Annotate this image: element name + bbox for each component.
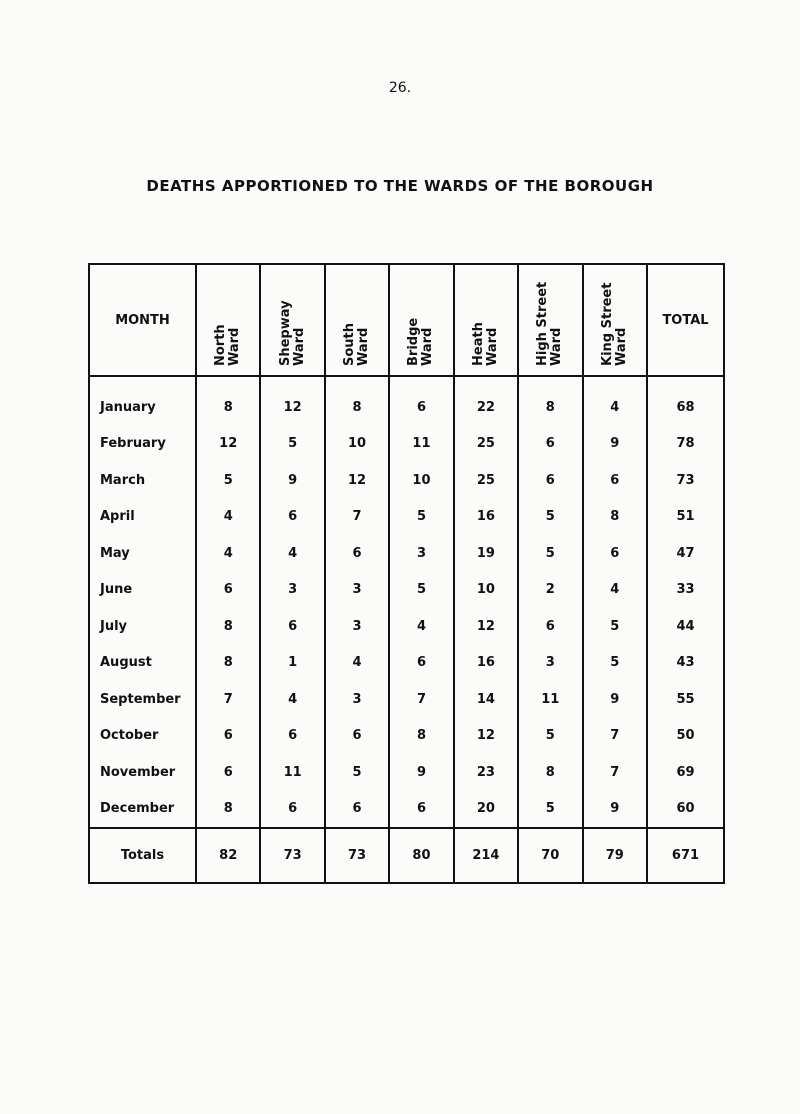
table-cell: 10 [454,572,518,609]
row-total-cell: 73 [647,462,724,499]
table-cell: 4 [260,681,324,718]
table-cell: 6 [389,645,453,682]
table-cell: 8 [196,376,260,426]
table-cell: 9 [583,681,647,718]
table-cell: 4 [583,376,647,426]
table-cell: 10 [325,426,389,463]
ward-header-label: King Street Ward [599,282,629,366]
table-row [89,376,724,426]
table-cell: 4 [196,499,260,536]
table-cell: 3 [389,535,453,572]
ward-header-label: Bridge Ward [406,317,436,366]
table-cell: 9 [583,426,647,463]
month-cell: February [89,426,196,463]
month-cell: October [89,718,196,755]
table-cell: 6 [260,791,324,829]
row-total-cell: 43 [647,645,724,682]
table-cell: 4 [196,535,260,572]
row-total-cell: 44 [647,608,724,645]
table-cell: 6 [518,608,582,645]
table-cell: 4 [583,572,647,609]
totals-cell: 214 [454,828,518,883]
table-cell: 5 [583,608,647,645]
ward-header-label: High Street Ward [535,281,565,366]
totals-label: Totals [89,828,196,883]
table-row [89,462,724,499]
table-cell: 12 [454,718,518,755]
table-cell: 3 [325,572,389,609]
month-cell: August [89,645,196,682]
table-cell: 5 [583,645,647,682]
table-cell: 8 [196,608,260,645]
table-cell: 6 [260,499,324,536]
table-cell: 19 [454,535,518,572]
table-cell: 25 [454,462,518,499]
table-cell: 6 [518,462,582,499]
row-total-cell: 69 [647,754,724,791]
table-cell: 8 [583,499,647,536]
ward-header-label: South Ward [342,322,372,366]
ward-header-label: North Ward [213,323,243,366]
totals-cell: 70 [518,828,582,883]
table-row [89,608,724,645]
table-cell: 3 [518,645,582,682]
table-row [89,499,724,536]
table-cell: 5 [518,718,582,755]
table-cell: 7 [389,681,453,718]
table-cell: 8 [196,791,260,829]
table-cell: 11 [260,754,324,791]
table-row [89,718,724,755]
table-cell: 2 [518,572,582,609]
table-cell: 3 [325,681,389,718]
table-cell: 3 [325,608,389,645]
totals-cell: 80 [389,828,453,883]
table-cell: 6 [260,608,324,645]
table-cell: 4 [260,535,324,572]
table-row [89,535,724,572]
ward-header-king-street [583,264,647,376]
month-header: MONTH [89,264,196,376]
month-cell: September [89,681,196,718]
table-cell: 7 [583,718,647,755]
table-cell: 8 [325,376,389,426]
ward-header-bridge [389,264,453,376]
table-cell: 5 [196,462,260,499]
table-cell: 5 [325,754,389,791]
table-cell: 8 [518,754,582,791]
row-total-cell: 78 [647,426,724,463]
month-cell: January [89,376,196,426]
table-cell: 20 [454,791,518,829]
total-header: TOTAL [647,264,724,376]
month-cell: May [89,535,196,572]
month-cell: June [89,572,196,609]
grand-total-cell: 671 [647,828,724,883]
totals-cell: 73 [260,828,324,883]
month-cell: December [89,791,196,829]
table-cell: 7 [583,754,647,791]
table-cell: 5 [389,572,453,609]
table-cell: 1 [260,645,324,682]
totals-row [89,828,724,883]
table-cell: 4 [325,645,389,682]
table-cell: 14 [454,681,518,718]
totals-cell: 79 [583,828,647,883]
table-cell: 6 [196,718,260,755]
month-cell: July [89,608,196,645]
table-cell: 11 [518,681,582,718]
row-total-cell: 33 [647,572,724,609]
ward-header-south [325,264,389,376]
row-total-cell: 55 [647,681,724,718]
table-cell: 6 [325,535,389,572]
ward-header-shepway [260,264,324,376]
table-header-row [89,264,724,376]
table-row [89,645,724,682]
table-cell: 6 [389,791,453,829]
table-cell: 11 [389,426,453,463]
table-cell: 7 [196,681,260,718]
table-cell: 3 [260,572,324,609]
table-cell: 5 [518,499,582,536]
table-cell: 6 [260,718,324,755]
ward-header-heath [454,264,518,376]
table-cell: 23 [454,754,518,791]
row-total-cell: 47 [647,535,724,572]
table-row [89,572,724,609]
table-cell: 4 [389,608,453,645]
table-cell: 7 [325,499,389,536]
table-row [89,754,724,791]
table-cell: 9 [389,754,453,791]
table-cell: 6 [583,535,647,572]
table-cell: 10 [389,462,453,499]
table-cell: 25 [454,426,518,463]
table-row [89,681,724,718]
table-cell: 6 [389,376,453,426]
table-cell: 6 [325,791,389,829]
table-row [89,791,724,829]
row-total-cell: 68 [647,376,724,426]
deaths-by-ward-table [88,263,725,884]
table-cell: 12 [196,426,260,463]
table-cell: 5 [518,535,582,572]
table-row [89,426,724,463]
table-cell: 16 [454,645,518,682]
totals-cell: 82 [196,828,260,883]
table-cell: 6 [196,754,260,791]
row-total-cell: 51 [647,499,724,536]
table-cell: 12 [454,608,518,645]
table-cell: 9 [260,462,324,499]
month-cell: April [89,499,196,536]
table-cell: 12 [260,376,324,426]
month-cell: March [89,462,196,499]
table-cell: 9 [583,791,647,829]
ward-header-label: Heath Ward [470,321,500,366]
table-cell: 5 [389,499,453,536]
table-cell: 6 [325,718,389,755]
ward-header-north [196,264,260,376]
table-cell: 6 [196,572,260,609]
table-cell: 6 [518,426,582,463]
table-cell: 8 [389,718,453,755]
month-cell: November [89,754,196,791]
ward-header-label: Shepway Ward [277,299,307,366]
table-cell: 5 [518,791,582,829]
row-total-cell: 60 [647,791,724,829]
page-title: DEATHS APPORTIONED TO THE WARDS OF THE BOROUGH [146,177,654,195]
ward-header-high-street [518,264,582,376]
table-cell: 6 [583,462,647,499]
table-cell: 8 [518,376,582,426]
table-cell: 16 [454,499,518,536]
table-cell: 8 [196,645,260,682]
table-cell: 22 [454,376,518,426]
row-total-cell: 50 [647,718,724,755]
totals-cell: 73 [325,828,389,883]
page-number: 26. [388,80,412,96]
table-cell: 12 [325,462,389,499]
table-cell: 5 [260,426,324,463]
